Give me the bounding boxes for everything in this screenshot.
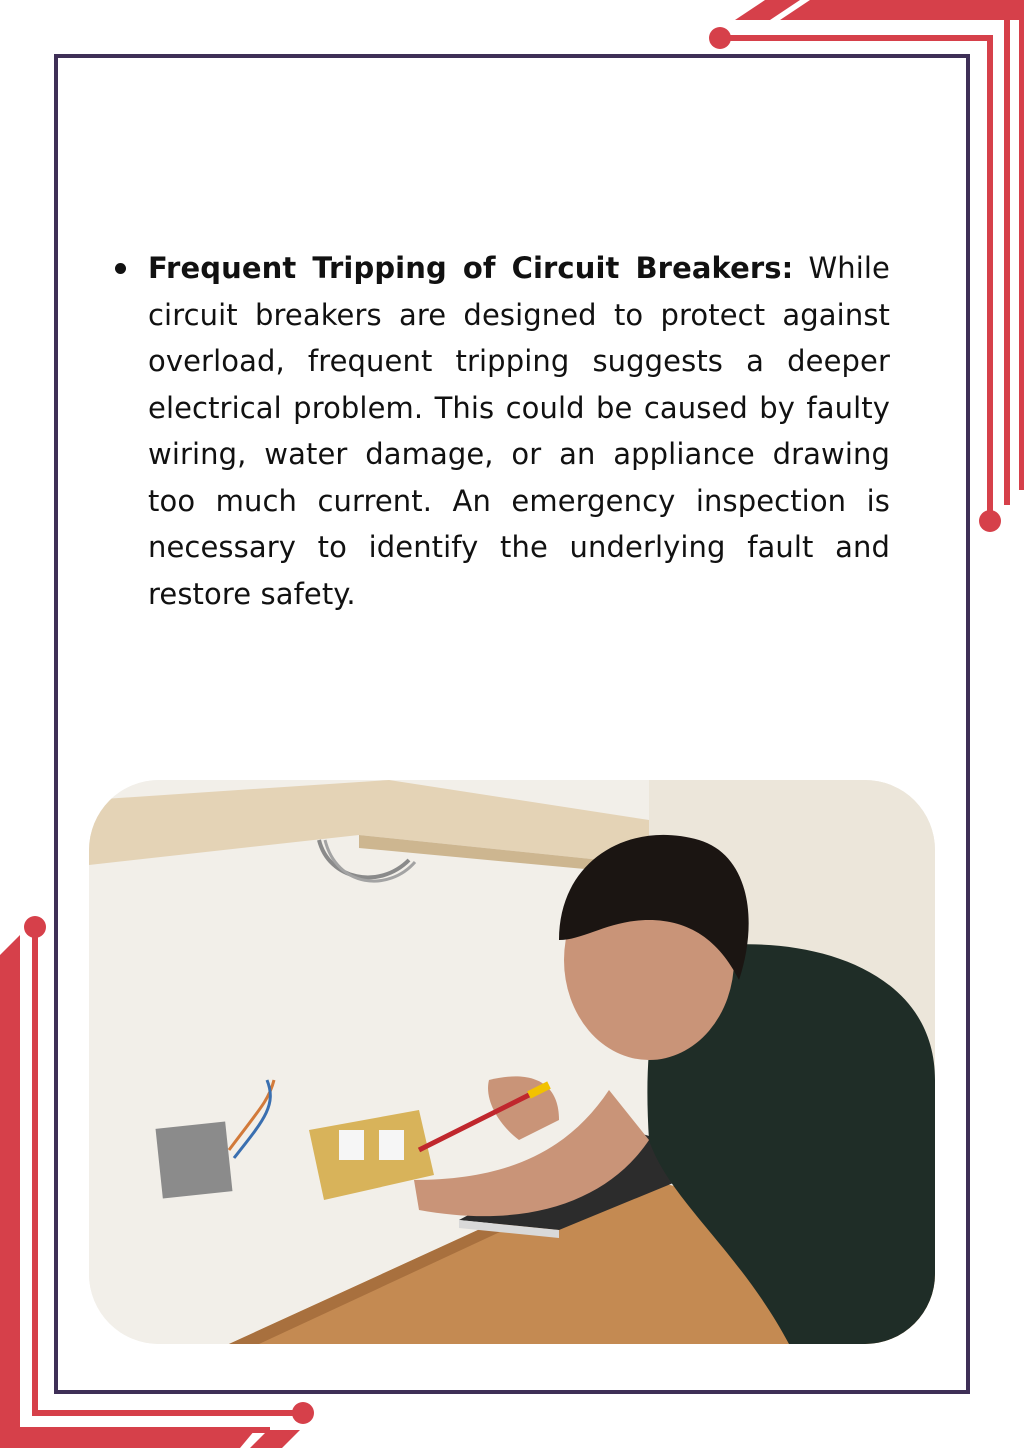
top-right-stripes xyxy=(735,0,1024,20)
bullet-body: While circuit breakers are designed to protect against overload, frequent tripping suggests a deeper electrical problem. This could be caused by faulty wiring, water damage, or an appliance drawing too much current. An emergency inspection is necessary to identify the underlying fault and restore safety. xyxy=(148,251,890,611)
top-right-node-a xyxy=(709,27,731,49)
bottom-left-node-b xyxy=(292,1402,314,1424)
bottom-left-node-a xyxy=(24,916,46,938)
list-item xyxy=(110,245,890,617)
bullet-heading: Frequent Tripping of Circuit Breakers: xyxy=(148,251,794,285)
bottom-left-stripes xyxy=(20,1430,300,1448)
bullet-dot xyxy=(115,263,126,274)
bottom-left-wedge xyxy=(0,935,20,1448)
bullet-list xyxy=(110,245,890,617)
top-right-node-b xyxy=(979,510,1001,532)
content-area xyxy=(110,245,890,617)
electrician-photo xyxy=(89,780,935,1344)
